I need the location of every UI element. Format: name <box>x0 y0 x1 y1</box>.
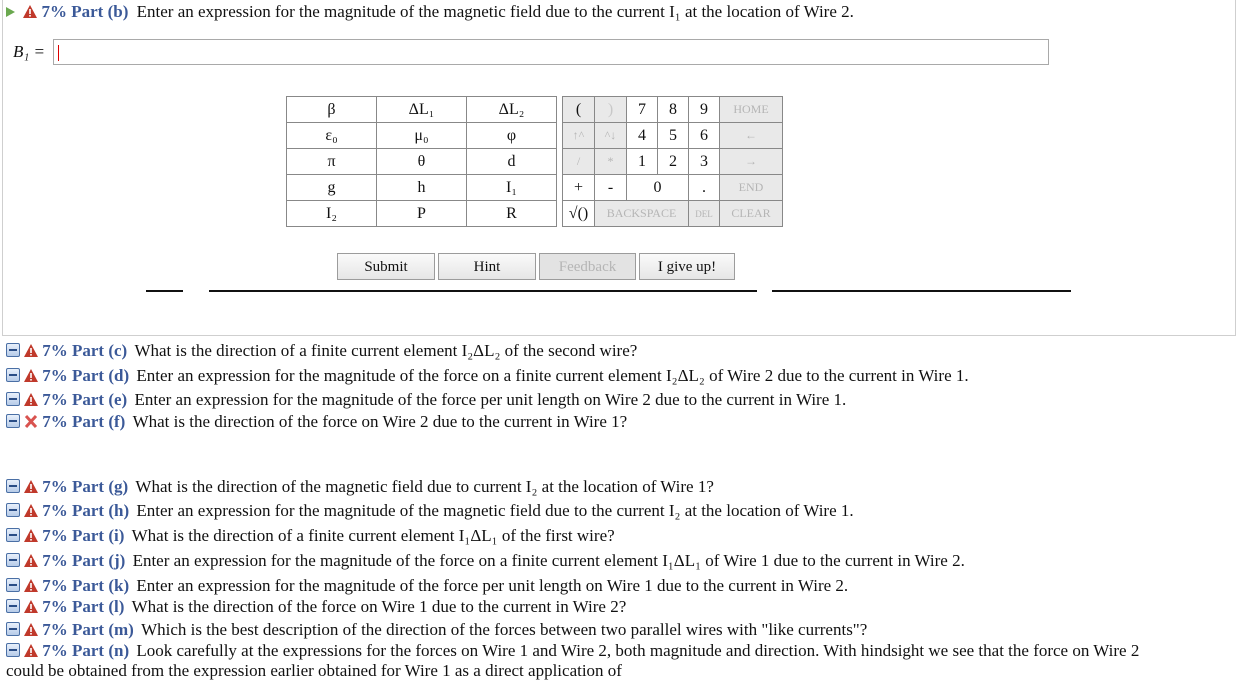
part-row-j[interactable] <box>6 551 965 571</box>
part-question: Enter an expression for the magnitude of the force per unit length on Wire 2 due to the current in Wire 1. <box>134 390 847 409</box>
part-percent: 7% <box>42 366 68 385</box>
key-mu0[interactable]: μ₀ <box>377 123 467 149</box>
part-row-f[interactable] <box>6 412 627 432</box>
part-row-h[interactable] <box>6 501 854 521</box>
part-row-e[interactable] <box>6 390 846 410</box>
feedback-button[interactable]: Feedback <box>539 253 636 280</box>
part-b-question: Enter an expression for the magnitude of the magnetic field due to the current I₁ at the location of Wire 2. <box>136 2 854 21</box>
key-delta-l2[interactable]: ΔL₂ <box>467 97 557 123</box>
key-down-caret[interactable]: ^↓ <box>595 123 627 149</box>
key-4[interactable]: 4 <box>627 123 658 149</box>
warning-icon <box>24 579 38 592</box>
key-0[interactable]: 0 <box>627 175 689 201</box>
part-percent: 7% <box>42 641 68 660</box>
warning-icon <box>24 529 38 542</box>
key-left-arrow[interactable]: ← <box>720 123 783 149</box>
part-row-n[interactable] <box>6 641 1139 661</box>
key-2[interactable]: 2 <box>658 149 689 175</box>
key-5[interactable]: 5 <box>658 123 689 149</box>
key-backspace[interactable]: BACKSPACE <box>595 201 689 227</box>
part-label: Part (n) <box>72 641 130 660</box>
part-label: Part (k) <box>72 576 130 595</box>
part-question: Enter an expression for the magnitude of the force on a finite current element I₂ΔL₂ of Wire 2 due to the current in Wire 1. <box>136 366 969 385</box>
part-label: Part (d) <box>72 366 130 385</box>
key-minus[interactable]: - <box>595 175 627 201</box>
key-9[interactable]: 9 <box>689 97 720 123</box>
expand-icon[interactable] <box>6 479 20 493</box>
wrong-icon <box>24 415 38 428</box>
part-question: What is the direction of the force on Wire 2 due to the current in Wire 1? <box>132 412 628 431</box>
warning-icon <box>24 393 38 406</box>
part-percent: 7% <box>42 526 68 545</box>
expand-icon[interactable] <box>6 503 20 517</box>
part-question: What is the direction of the magnetic field due to current I₂ at the location of Wire 1? <box>135 477 714 496</box>
key-7[interactable]: 7 <box>627 97 658 123</box>
part-question: Enter an expression for the magnitude of the force on a finite current element I₁ΔL₁ of Wire 1 due to the current in Wire 2. <box>132 551 965 570</box>
key-h[interactable]: h <box>377 175 467 201</box>
key-divide[interactable]: / <box>563 149 595 175</box>
expand-icon[interactable] <box>6 392 20 406</box>
key-plus[interactable]: + <box>563 175 595 201</box>
expand-icon[interactable] <box>6 599 20 613</box>
part-question: What is the direction of the force on Wire 1 due to the current in Wire 2? <box>131 597 627 616</box>
part-question: What is the direction of a finite current element I₁ΔL₁ of the first wire? <box>131 526 615 545</box>
expand-icon[interactable] <box>6 528 20 542</box>
part-percent: 7% <box>42 620 68 639</box>
expand-icon[interactable] <box>6 643 20 657</box>
part-question: Enter an expression for the magnitude of the force per unit length on Wire 1 due to the current in Wire 2. <box>136 576 849 595</box>
key-epsilon0[interactable]: ε₀ <box>287 123 377 149</box>
key-clear[interactable]: CLEAR <box>720 201 783 227</box>
key-multiply[interactable]: * <box>595 149 627 175</box>
part-percent: 7% <box>42 501 68 520</box>
part-label: Part (j) <box>72 551 126 570</box>
part-label: Part (h) <box>72 501 130 520</box>
warning-icon <box>24 554 38 567</box>
key-g[interactable]: g <box>287 175 377 201</box>
key-theta[interactable]: θ <box>377 149 467 175</box>
part-percent: 7% <box>42 477 68 496</box>
expand-icon[interactable] <box>6 622 20 636</box>
part-row-m[interactable] <box>6 620 867 640</box>
part-question: What is the direction of a finite current element I₂ΔL₂ of the second wire? <box>134 341 638 360</box>
part-row-d[interactable] <box>6 366 969 386</box>
part-percent: 7% <box>42 390 68 409</box>
part-question: Enter an expression for the magnitude of the magnetic field due to the current I₂ at the location of Wire 1. <box>136 501 854 520</box>
part-label: Part (m) <box>72 620 134 639</box>
key-8[interactable]: 8 <box>658 97 689 123</box>
part-label: Part (l) <box>72 597 125 616</box>
key-phi[interactable]: φ <box>467 123 557 149</box>
part-label: Part (g) <box>72 477 129 496</box>
key-pi[interactable]: π <box>287 149 377 175</box>
warning-icon <box>24 600 38 613</box>
part-percent: 7% <box>42 551 68 570</box>
key-p[interactable]: P <box>377 201 467 227</box>
part-label: Part (i) <box>72 526 125 545</box>
part-percent: 7% <box>42 576 68 595</box>
expand-icon[interactable] <box>6 553 20 567</box>
part-row-g[interactable] <box>6 477 714 497</box>
key-open-paren[interactable]: ( <box>563 97 595 123</box>
answer-label: B₁ = <box>13 42 46 61</box>
part-b-percent: 7% <box>41 2 67 21</box>
part-row-l[interactable] <box>6 597 626 617</box>
key-sqrt[interactable]: √() <box>563 201 595 227</box>
expand-icon[interactable] <box>6 343 20 357</box>
give-up-button[interactable]: I give up! <box>639 253 735 280</box>
key-r[interactable]: R <box>467 201 557 227</box>
panel-border <box>2 0 1236 336</box>
part-percent: 7% <box>42 412 68 431</box>
part-label: Part (c) <box>72 341 128 360</box>
part-percent: 7% <box>42 597 68 616</box>
part-question: Which is the best description of the direction of the forces between two parallel wires with "like currents"? <box>141 620 868 639</box>
key-home[interactable]: HOME <box>720 97 783 123</box>
expand-icon[interactable] <box>6 368 20 382</box>
part-b-label: Part (b) <box>71 2 129 21</box>
hint-button[interactable]: Hint <box>438 253 536 280</box>
key-3[interactable]: 3 <box>689 149 720 175</box>
key-close-paren[interactable]: ) <box>595 97 627 123</box>
key-d[interactable]: d <box>467 149 557 175</box>
expand-icon[interactable] <box>6 578 20 592</box>
key-delta-l1[interactable]: ΔL₁ <box>377 97 467 123</box>
warning-icon <box>24 644 38 657</box>
part-row-k[interactable] <box>6 576 848 596</box>
warning-icon <box>24 480 38 493</box>
key-del[interactable]: DEL <box>689 201 720 227</box>
key-i2[interactable]: I₂ <box>287 201 377 227</box>
warning-icon <box>24 623 38 636</box>
warning-icon <box>24 504 38 517</box>
key-i1[interactable]: I₁ <box>467 175 557 201</box>
key-right-arrow[interactable]: → <box>720 149 783 175</box>
warning-icon <box>24 369 38 382</box>
part-label: Part (e) <box>72 390 128 409</box>
part-row-c[interactable] <box>6 341 637 361</box>
submit-button[interactable]: Submit <box>337 253 435 280</box>
expand-icon[interactable] <box>6 414 20 428</box>
key-up-caret[interactable]: ↑^ <box>563 123 595 149</box>
key-beta[interactable]: β <box>287 97 377 123</box>
part-percent: 7% <box>42 341 68 360</box>
key-decimal[interactable]: . <box>689 175 720 201</box>
warning-icon <box>24 344 38 357</box>
part-n-continuation: could be obtained from the expression earlier obtained for Wire 1 as a direct application of <box>6 661 622 680</box>
key-6[interactable]: 6 <box>689 123 720 149</box>
part-label: Part (f) <box>72 412 126 431</box>
key-1[interactable]: 1 <box>627 149 658 175</box>
part-row-i[interactable] <box>6 526 615 546</box>
key-end[interactable]: END <box>720 175 783 201</box>
part-question: Look carefully at the expressions for the forces on Wire 1 and Wire 2, both magnitude and direction. With hindsight we see that the force on Wire 2 <box>136 641 1140 660</box>
